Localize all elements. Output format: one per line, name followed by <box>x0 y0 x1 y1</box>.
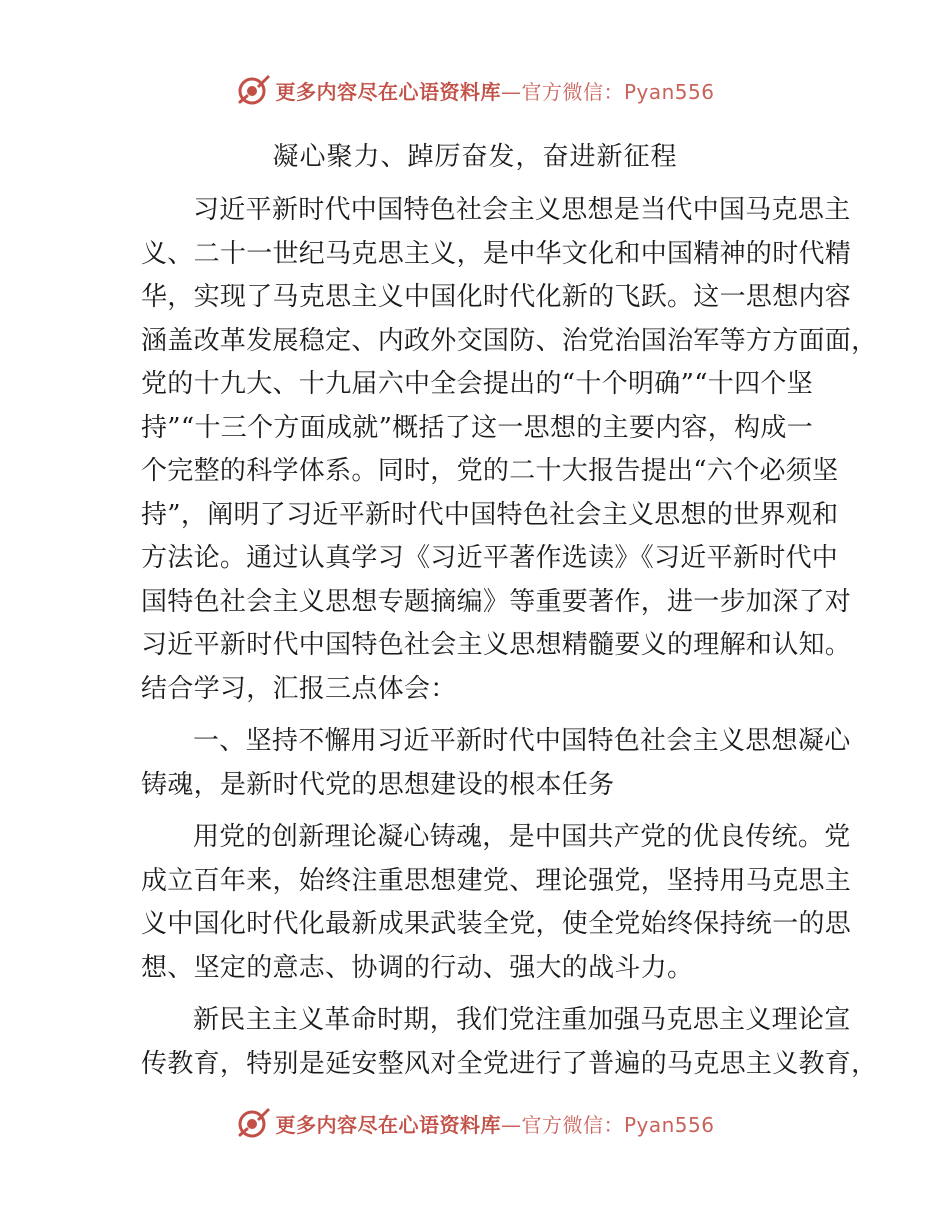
text-line: 习近平新时代中国特色社会主义思想精髓要义的理解和认知。 <box>141 630 852 660</box>
document-title: 凝心聚力、踔厉奋发，奋进新征程 <box>272 142 678 172</box>
text-line: 成立百年来，始终注重思想建党、理论强党，坚持用马克思主 <box>141 865 852 896</box>
text-line: 习近平新时代中国特色社会主义思想是当代中国马克思主 <box>193 195 851 225</box>
banner-dash: — <box>500 1112 522 1137</box>
text-line: 一、坚持不懈用习近平新时代中国特色社会主义思想凝心 <box>193 726 851 756</box>
banner-bold-text: 更多内容尽在心语资料库 <box>275 1112 501 1137</box>
document-body <box>141 189 878 1095</box>
header-banner <box>0 70 950 110</box>
text-line: 想、坚定的意志、协调的行动、强大的战斗力。 <box>141 952 694 983</box>
banner-rest-text: 官方微信：Pyan556 <box>521 1112 715 1137</box>
text-line: 用党的创新理论凝心铸魂，是中国共产党的优良传统。党 <box>193 822 851 852</box>
pen-seal-logo-icon <box>235 1105 271 1141</box>
text-line: 义中国化时代化最新成果武装全党，使全党始终保持统一的思 <box>141 909 852 939</box>
text-line: 党的十九大、十九届六中全会提出的“十个明确”“十四个坚 <box>141 369 813 399</box>
text-line: 国特色社会主义思想专题摘编》等重要著作，进一步加深了对 <box>141 586 852 617</box>
text-line: 结合学习，汇报三点体会： <box>141 673 457 704</box>
banner-bold-text: 更多内容尽在心语资料库 <box>275 79 501 104</box>
text-line: 新民主主义革命时期，我们党注重加强马克思主义理论宣 <box>193 1005 851 1035</box>
text-line: 华，实现了马克思主义中国化时代化新的飞跃。这一思想内容 <box>141 282 852 312</box>
text-line: 持”，阐明了习近平新时代中国特色社会主义思想的世界观和 <box>141 499 839 530</box>
paragraph-new-democratic <box>141 999 878 1086</box>
text-line: 传教育，特别是延安整风对全党进行了普遍的马克思主义教育， <box>141 1048 878 1079</box>
banner-dash: — <box>500 79 522 104</box>
text-line: 铸魂，是新时代党的思想建设的根本任务 <box>141 769 615 800</box>
section-heading-1 <box>141 720 851 807</box>
text-line: 方法论。通过认真学习《习近平著作选读》《习近平新时代中 <box>141 543 839 573</box>
pen-seal-logo-icon <box>235 72 271 108</box>
banner-text <box>275 76 714 105</box>
text-line: 义、二十一世纪马克思主义，是中华文化和中国精神的时代精 <box>141 238 852 269</box>
paragraph-intro <box>141 189 878 711</box>
footer-banner <box>0 1103 950 1143</box>
text-line: 个完整的科学体系。同时，党的二十大报告提出“六个必须坚 <box>141 456 839 486</box>
paragraph-tradition <box>141 816 852 990</box>
banner-rest-text: 官方微信：Pyan556 <box>521 79 715 104</box>
text-line: 涵盖改革发展稳定、内政外交国防、治党治国治军等方方面面， <box>141 325 878 356</box>
banner-text <box>275 1109 714 1138</box>
text-line: 持”“十三个方面成就”概括了这一思想的主要内容，构成一 <box>141 412 813 443</box>
